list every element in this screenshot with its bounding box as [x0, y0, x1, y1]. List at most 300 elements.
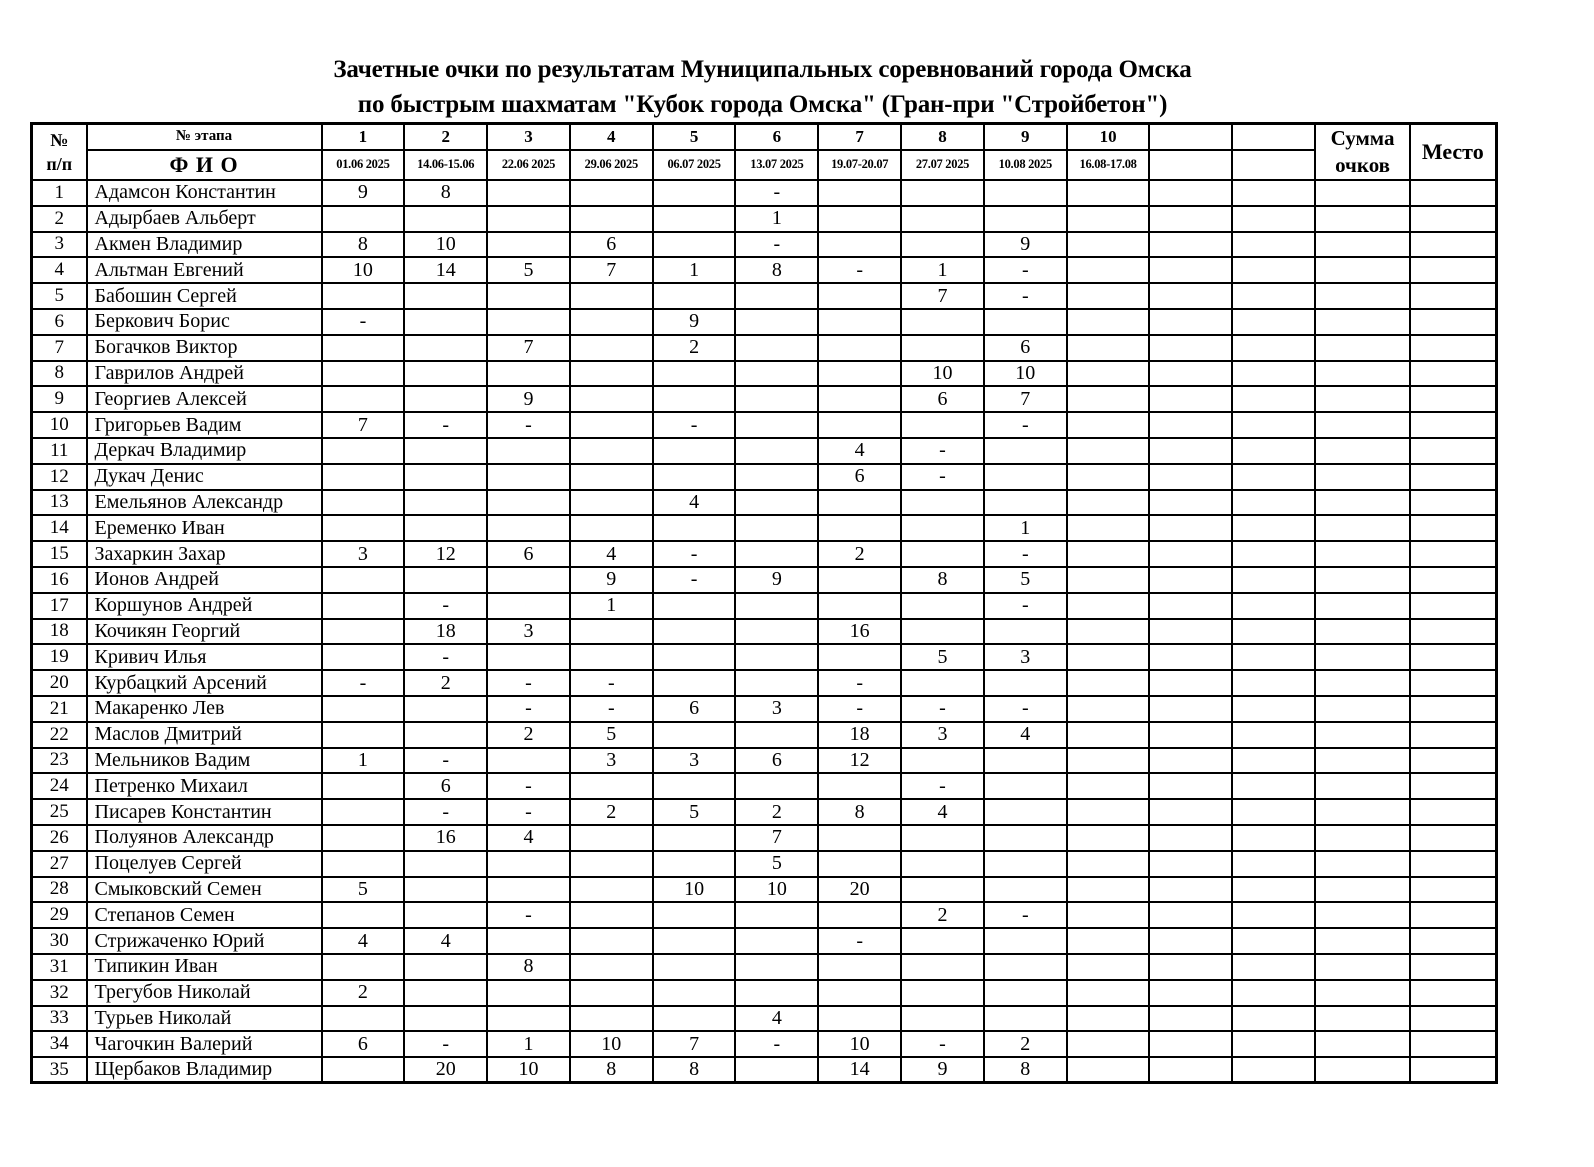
player-row: [32, 1031, 1497, 1057]
score-cell: [570, 851, 653, 877]
score-cell: [653, 851, 736, 877]
player-name-cell: Типикин Иван: [87, 954, 322, 980]
score-cell: -: [984, 257, 1067, 283]
score-cell: [570, 1006, 653, 1032]
place-cell: [1410, 825, 1496, 851]
score-cell: [487, 1006, 570, 1032]
score-cell: [1067, 928, 1150, 954]
row-number-cell: 3: [32, 232, 87, 258]
player-row: [32, 283, 1497, 309]
score-cell: [1232, 722, 1315, 748]
score-cell: 9: [735, 567, 818, 593]
score-cell: [984, 464, 1067, 490]
score-cell: [487, 980, 570, 1006]
score-cell: [735, 902, 818, 928]
score-cell: 9: [901, 1057, 984, 1083]
score-cell: [322, 567, 405, 593]
row-number-cell: 28: [32, 877, 87, 903]
score-cell: [653, 361, 736, 387]
col-header-fio: Ф И О: [87, 150, 322, 180]
score-cell: [404, 283, 487, 309]
score-cell: [322, 361, 405, 387]
place-cell: [1410, 412, 1496, 438]
header-row-dates: [32, 150, 1497, 180]
player-name-cell: Степанов Семен: [87, 902, 322, 928]
score-cell: [1149, 619, 1232, 645]
player-row: [32, 335, 1497, 361]
score-cell: -: [404, 644, 487, 670]
score-cell: -: [322, 670, 405, 696]
score-cell: [818, 644, 901, 670]
header-row-stages: [32, 124, 1497, 150]
place-cell: [1410, 902, 1496, 928]
score-cell: [818, 515, 901, 541]
player-row: [32, 361, 1497, 387]
player-row: [32, 232, 1497, 258]
score-cell: [322, 825, 405, 851]
place-cell: [1410, 361, 1496, 387]
row-number-header-line1: №: [50, 130, 69, 150]
sum-cell: [1315, 438, 1410, 464]
sum-cell: [1315, 851, 1410, 877]
player-row: [32, 954, 1497, 980]
score-cell: [735, 980, 818, 1006]
score-cell: [1149, 825, 1232, 851]
score-cell: 18: [404, 619, 487, 645]
place-cell: [1410, 593, 1496, 619]
sum-cell: [1315, 825, 1410, 851]
score-cell: [1067, 825, 1150, 851]
score-cell: 10: [984, 361, 1067, 387]
row-number-cell: 35: [32, 1057, 87, 1083]
score-cell: 7: [487, 335, 570, 361]
score-cell: [1149, 361, 1232, 387]
score-cell: [818, 180, 901, 206]
score-cell: [1149, 696, 1232, 722]
score-cell: 2: [404, 670, 487, 696]
score-cell: [1149, 980, 1232, 1006]
score-cell: 6: [735, 748, 818, 774]
score-cell: [1149, 335, 1232, 361]
score-cell: -: [901, 464, 984, 490]
sum-cell: [1315, 232, 1410, 258]
score-cell: [1067, 206, 1150, 232]
score-cell: 1: [984, 515, 1067, 541]
score-cell: [1067, 438, 1150, 464]
score-cell: [818, 954, 901, 980]
sum-cell: [1315, 1006, 1410, 1032]
score-cell: [322, 515, 405, 541]
row-number-cell: 29: [32, 902, 87, 928]
score-cell: [735, 722, 818, 748]
score-cell: [1232, 257, 1315, 283]
player-name-cell: Адамсон Константин: [87, 180, 322, 206]
score-cell: [818, 412, 901, 438]
score-cell: [1067, 980, 1150, 1006]
score-cell: [1149, 283, 1232, 309]
score-cell: [1232, 980, 1315, 1006]
score-cell: [1067, 541, 1150, 567]
score-cell: [487, 877, 570, 903]
score-cell: 5: [322, 877, 405, 903]
score-cell: [1232, 232, 1315, 258]
score-cell: 5: [653, 799, 736, 825]
score-cell: 6: [487, 541, 570, 567]
score-cell: 4: [487, 825, 570, 851]
score-cell: [1149, 902, 1232, 928]
score-cell: [570, 386, 653, 412]
score-cell: [901, 877, 984, 903]
score-cell: [653, 928, 736, 954]
score-cell: [653, 386, 736, 412]
score-cell: [1067, 877, 1150, 903]
score-cell: 6: [984, 335, 1067, 361]
place-cell: [1410, 206, 1496, 232]
row-number-cell: 27: [32, 851, 87, 877]
row-number-cell: 21: [32, 696, 87, 722]
score-cell: [735, 619, 818, 645]
player-row: [32, 386, 1497, 412]
score-cell: -: [570, 696, 653, 722]
score-cell: [818, 386, 901, 412]
score-cell: -: [818, 696, 901, 722]
score-cell: [1067, 593, 1150, 619]
score-cell: [1232, 412, 1315, 438]
score-cell: 9: [653, 309, 736, 335]
score-cell: [570, 412, 653, 438]
score-cell: [404, 954, 487, 980]
score-cell: [653, 232, 736, 258]
title-line-1: Зачетные очки по результатам Муниципальных соревнований города Омска: [333, 56, 1192, 83]
score-cell: -: [984, 902, 1067, 928]
sum-cell: [1315, 309, 1410, 335]
score-cell: [1232, 283, 1315, 309]
player-row: [32, 567, 1497, 593]
score-cell: [735, 670, 818, 696]
score-cell: [818, 1006, 901, 1032]
score-cell: 6: [901, 386, 984, 412]
score-cell: 3: [984, 644, 1067, 670]
score-cell: [653, 980, 736, 1006]
score-cell: [404, 335, 487, 361]
place-cell: [1410, 180, 1496, 206]
score-cell: [818, 825, 901, 851]
player-name-cell: Трегубов Николай: [87, 980, 322, 1006]
place-cell: [1410, 722, 1496, 748]
sum-cell: [1315, 748, 1410, 774]
score-cell: [901, 541, 984, 567]
score-cell: 6: [404, 773, 487, 799]
row-number-cell: 30: [32, 928, 87, 954]
score-cell: [404, 206, 487, 232]
score-cell: [322, 206, 405, 232]
score-cell: [1149, 773, 1232, 799]
sum-cell: [1315, 696, 1410, 722]
score-cell: -: [487, 902, 570, 928]
score-cell: [1232, 386, 1315, 412]
player-row: [32, 490, 1497, 516]
player-row: [32, 644, 1497, 670]
score-cell: 12: [404, 541, 487, 567]
player-name-cell: Курбацкий Арсений: [87, 670, 322, 696]
player-row: [32, 1006, 1497, 1032]
score-cell: 5: [487, 257, 570, 283]
score-cell: 1: [570, 593, 653, 619]
score-cell: [1067, 386, 1150, 412]
score-cell: [1232, 799, 1315, 825]
score-cell: [570, 283, 653, 309]
player-name-cell: Ионов Андрей: [87, 567, 322, 593]
score-cell: 10: [901, 361, 984, 387]
row-number-cell: 24: [32, 773, 87, 799]
place-cell: [1410, 335, 1496, 361]
player-name-cell: Альтман Евгений: [87, 257, 322, 283]
score-cell: 8: [735, 257, 818, 283]
score-cell: [570, 644, 653, 670]
sum-cell: [1315, 1031, 1410, 1057]
score-cell: [653, 593, 736, 619]
score-cell: [1149, 851, 1232, 877]
score-cell: 16: [404, 825, 487, 851]
score-cell: -: [487, 670, 570, 696]
stage-date-header: 10.08 2025: [984, 150, 1067, 180]
sum-cell: [1315, 361, 1410, 387]
score-cell: [1067, 567, 1150, 593]
score-cell: [1232, 464, 1315, 490]
score-cell: -: [404, 593, 487, 619]
place-cell: [1410, 696, 1496, 722]
score-cell: [653, 722, 736, 748]
score-cell: [1232, 490, 1315, 516]
score-cell: -: [570, 670, 653, 696]
player-name-cell: Поцелуев Сергей: [87, 851, 322, 877]
score-cell: [818, 593, 901, 619]
score-cell: [487, 438, 570, 464]
score-cell: [735, 412, 818, 438]
player-row: [32, 180, 1497, 206]
player-row: [32, 696, 1497, 722]
score-cell: [735, 593, 818, 619]
score-cell: [818, 851, 901, 877]
row-number-cell: 2: [32, 206, 87, 232]
score-cell: 12: [818, 748, 901, 774]
stage-number-header: 8: [901, 124, 984, 150]
score-cell: -: [322, 309, 405, 335]
row-number-cell: 20: [32, 670, 87, 696]
score-cell: [1067, 515, 1150, 541]
score-cell: -: [984, 412, 1067, 438]
score-cell: [653, 670, 736, 696]
player-name-cell: Мельников Вадим: [87, 748, 322, 774]
score-cell: [1232, 515, 1315, 541]
row-number-cell: 8: [32, 361, 87, 387]
score-cell: [487, 232, 570, 258]
score-cell: [901, 232, 984, 258]
score-cell: [653, 644, 736, 670]
place-cell: [1410, 670, 1496, 696]
place-cell: [1410, 283, 1496, 309]
score-cell: [735, 928, 818, 954]
score-cell: [1149, 232, 1232, 258]
score-cell: [901, 980, 984, 1006]
score-cell: -: [984, 283, 1067, 309]
score-cell: [818, 567, 901, 593]
score-cell: [984, 670, 1067, 696]
sum-cell: [1315, 593, 1410, 619]
sum-cell: [1315, 799, 1410, 825]
row-number-cell: 6: [32, 309, 87, 335]
score-cell: [322, 851, 405, 877]
row-number-cell: 19: [32, 644, 87, 670]
place-cell: [1410, 515, 1496, 541]
player-row: [32, 825, 1497, 851]
score-cell: -: [901, 438, 984, 464]
score-cell: [322, 464, 405, 490]
score-cell: [653, 180, 736, 206]
player-row: [32, 877, 1497, 903]
sum-cell: [1315, 567, 1410, 593]
row-number-cell: 18: [32, 619, 87, 645]
score-cell: [1067, 851, 1150, 877]
sum-cell: [1315, 464, 1410, 490]
sum-cell: [1315, 490, 1410, 516]
score-cell: [901, 851, 984, 877]
score-cell: [984, 438, 1067, 464]
score-cell: -: [653, 412, 736, 438]
score-cell: [1149, 515, 1232, 541]
score-cell: [1149, 928, 1232, 954]
score-cell: [487, 851, 570, 877]
score-cell: 3: [901, 722, 984, 748]
score-cell: [570, 773, 653, 799]
score-cell: [984, 980, 1067, 1006]
score-cell: 2: [901, 902, 984, 928]
row-number-cell: 4: [32, 257, 87, 283]
player-name-cell: Кривич Илья: [87, 644, 322, 670]
score-cell: [1067, 670, 1150, 696]
score-cell: [1067, 309, 1150, 335]
stage-date-header: 27.07 2025: [901, 150, 984, 180]
score-cell: [653, 438, 736, 464]
score-cell: [1067, 1057, 1150, 1083]
score-cell: 5: [984, 567, 1067, 593]
score-cell: 4: [818, 438, 901, 464]
score-cell: [404, 361, 487, 387]
score-cell: [1149, 644, 1232, 670]
score-cell: 2: [735, 799, 818, 825]
player-name-cell: Маслов Дмитрий: [87, 722, 322, 748]
score-cell: [1067, 283, 1150, 309]
score-cell: -: [984, 696, 1067, 722]
place-cell: [1410, 644, 1496, 670]
score-cell: [404, 309, 487, 335]
score-cell: [1067, 464, 1150, 490]
score-cell: [322, 644, 405, 670]
score-cell: [901, 490, 984, 516]
score-cell: [1232, 644, 1315, 670]
player-row: [32, 515, 1497, 541]
score-cell: [1149, 438, 1232, 464]
score-cell: [984, 180, 1067, 206]
score-cell: [1067, 696, 1150, 722]
score-cell: 1: [735, 206, 818, 232]
document-title: [30, 52, 1495, 122]
score-cell: [1067, 902, 1150, 928]
score-cell: [901, 412, 984, 438]
score-cell: 7: [570, 257, 653, 283]
score-cell: 10: [404, 232, 487, 258]
score-cell: [901, 619, 984, 645]
place-cell: [1410, 257, 1496, 283]
score-cell: 4: [735, 1006, 818, 1032]
score-cell: [901, 825, 984, 851]
sum-cell: [1315, 206, 1410, 232]
player-name-cell: Чагочкин Валерий: [87, 1031, 322, 1057]
score-cell: [984, 748, 1067, 774]
score-cell: 3: [570, 748, 653, 774]
score-cell: 6: [653, 696, 736, 722]
place-cell: [1410, 877, 1496, 903]
player-name-cell: Богачков Виктор: [87, 335, 322, 361]
score-cell: [901, 180, 984, 206]
score-cell: [1232, 825, 1315, 851]
score-cell: [322, 386, 405, 412]
score-cell: [1149, 954, 1232, 980]
score-cell: [735, 283, 818, 309]
score-cell: -: [653, 541, 736, 567]
player-row: [32, 593, 1497, 619]
score-cell: [1232, 1031, 1315, 1057]
score-cell: [1232, 877, 1315, 903]
place-cell: [1410, 567, 1496, 593]
score-cell: [404, 515, 487, 541]
player-row: [32, 928, 1497, 954]
sum-cell: [1315, 515, 1410, 541]
score-cell: [984, 954, 1067, 980]
stage-number-header: 3: [487, 124, 570, 150]
row-number-cell: 10: [32, 412, 87, 438]
score-cell: [818, 361, 901, 387]
score-cell: [1067, 619, 1150, 645]
score-cell: -: [404, 799, 487, 825]
place-cell: [1410, 799, 1496, 825]
score-cell: [1232, 438, 1315, 464]
sum-cell: [1315, 928, 1410, 954]
player-name-cell: Гаврилов Андрей: [87, 361, 322, 387]
score-cell: 8: [818, 799, 901, 825]
stage-number-header: 10: [1067, 124, 1150, 150]
score-cell: [735, 541, 818, 567]
score-cell: -: [984, 593, 1067, 619]
score-cell: 5: [570, 722, 653, 748]
sum-cell: [1315, 644, 1410, 670]
place-cell: [1410, 309, 1496, 335]
score-cell: [570, 515, 653, 541]
score-cell: [1067, 361, 1150, 387]
score-cell: -: [901, 696, 984, 722]
score-cell: [735, 1057, 818, 1083]
stage-date-header: 16.08-17.08: [1067, 150, 1150, 180]
score-cell: [1149, 490, 1232, 516]
score-cell: 4: [901, 799, 984, 825]
score-cell: [653, 1006, 736, 1032]
player-name-cell: Петренко Михаил: [87, 773, 322, 799]
row-number-cell: 9: [32, 386, 87, 412]
score-cell: 4: [653, 490, 736, 516]
score-cell: 10: [570, 1031, 653, 1057]
sum-cell: [1315, 902, 1410, 928]
score-cell: [735, 773, 818, 799]
